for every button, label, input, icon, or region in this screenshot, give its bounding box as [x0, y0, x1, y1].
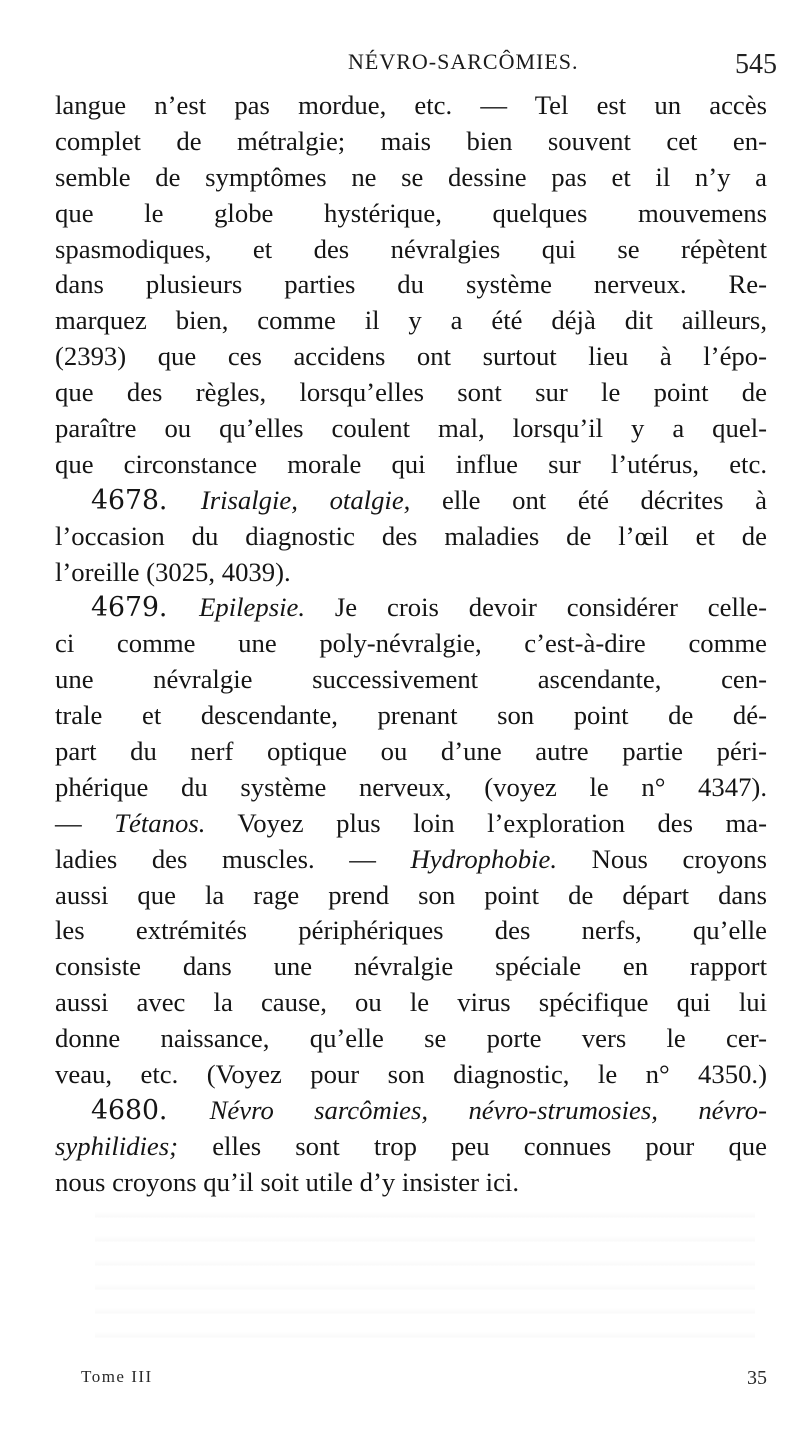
text-line	[55, 555, 767, 591]
text-fragment: trale et descendante, prenant son point de dé-	[55, 700, 767, 731]
text-fragment: elles sont trop peu connues pour que	[178, 1130, 767, 1161]
text-line	[55, 1057, 767, 1093]
paragraph-number: 4680.	[91, 1094, 210, 1126]
text-line	[55, 267, 767, 303]
text-line	[55, 447, 767, 483]
text-fragment: ci comme une poly-névralgie, c’est-à-dire comme	[55, 628, 767, 659]
text-line	[55, 734, 767, 770]
paragraph-number: 4678.	[91, 484, 201, 516]
text-fragment: dans plusieurs parties du système nerveux. Re-	[55, 269, 767, 300]
text-fragment: marquez bien, comme il y a été déjà dit ailleurs,	[55, 305, 767, 336]
text-line	[55, 88, 767, 124]
text-fragment: donne naissance, qu’elle se porte vers le cer-	[55, 1023, 767, 1054]
paragraph-4679-start	[55, 590, 767, 626]
text-fragment: veau, etc. (Voyez pour son diagnostic, le n° 4350.)	[55, 1059, 767, 1090]
text-line	[55, 411, 767, 447]
text-fragment: langue n’est pas mordue, etc. — Tel est un accès	[55, 90, 767, 120]
text-fragment: une névralgie successivement ascendante, cen-	[55, 664, 767, 695]
italic-topic: Hydrophobie.	[410, 843, 557, 874]
italic-topic: syphilidies;	[55, 1130, 179, 1161]
volume-signature: Tome III	[81, 1367, 153, 1386]
text-line	[55, 1129, 767, 1165]
text-fragment: l’oreille (3025, 4039).	[55, 556, 291, 587]
text-fragment: les extrémités périphériques des nerfs, qu’elle	[55, 915, 767, 946]
text-fragment: phérique du système nerveux, (voyez le n° 4347).	[55, 771, 767, 802]
text-fragment: complet de métralgie; mais bien souvent cet en-	[55, 125, 767, 156]
text-line	[55, 949, 767, 985]
text-line	[55, 124, 767, 160]
text-line	[55, 303, 767, 339]
text-line	[55, 662, 767, 698]
text-line	[55, 913, 767, 949]
italic-topic: névro-	[698, 1094, 767, 1125]
italic-topic: Irisalgie, otalgie,	[200, 484, 411, 515]
page-number: 545	[735, 49, 777, 80]
text-fragment: paraître ou qu’elles coulent mal, lorsqu’il y a quel-	[55, 413, 767, 444]
text-fragment: elle ont été décrites à	[410, 484, 767, 515]
text-fragment: —	[55, 807, 115, 838]
text-line	[55, 519, 767, 555]
text-fragment: part du nerf optique ou d’une autre partie péri-	[55, 736, 767, 767]
text-line	[55, 626, 767, 662]
text-line	[55, 1165, 767, 1201]
text-line	[55, 842, 767, 878]
text-fragment: aussi que la rage prend son point de départ dans	[55, 879, 767, 910]
text-fragment: l’occasion du diagnostic des maladies de l’œil et de	[55, 520, 767, 551]
italic-topic: Epilepsie.	[199, 592, 306, 623]
text-line	[55, 160, 767, 196]
text-fragment: spasmodiques, et des névralgies qui se répètent	[55, 233, 767, 264]
text-fragment: que le globe hystérique, quelques mouvemens	[55, 197, 767, 228]
italic-topic: Tétanos.	[114, 807, 206, 838]
running-title: NÉVRO-SARCÔMIES.	[348, 49, 579, 74]
text-fragment: aussi avec la cause, ou le virus spécifique qui lui	[55, 987, 767, 1018]
text-fragment: semble de symptômes ne se dessine pas et il n’y a	[55, 161, 767, 192]
text-fragment	[658, 1095, 698, 1125]
paragraph-4680-start	[55, 1093, 767, 1129]
signature-line	[55, 1367, 767, 1399]
text-fragment: que des règles, lorsqu’elles sont sur le point de	[55, 377, 767, 408]
text-line	[55, 375, 767, 411]
text-fragment: Voyez plus loin l’exploration des ma-	[205, 807, 768, 838]
text-line	[55, 1021, 767, 1057]
text-line	[55, 339, 767, 375]
text-fragment: ladies des muscles. —	[55, 843, 411, 874]
text-line	[55, 232, 767, 268]
text-fragment: nous croyons qu’il soit utile d’y insister ici.	[55, 1166, 520, 1197]
text-fragment: (2393) que ces accidens ont surtout lieu à l’épo-	[55, 341, 767, 372]
show-through-texture	[95, 1206, 755, 1356]
paragraph-number: 4679.	[91, 592, 200, 624]
italic-topic: Névro sarcômies, névro-strumosies,	[209, 1094, 658, 1125]
text-fragment: consiste dans une névralgie spéciale en rapport	[55, 951, 767, 982]
text-fragment: que circonstance morale qui influe sur l’utérus, etc.	[55, 448, 767, 479]
running-head	[0, 49, 800, 85]
paragraph-4678-start	[55, 483, 767, 519]
text-line	[55, 196, 767, 232]
text-line	[55, 985, 767, 1021]
text-line	[55, 698, 767, 734]
text-fragment: Je crois devoir considérer celle-	[305, 592, 767, 623]
gathering-number: 35	[747, 1367, 767, 1389]
text-line	[55, 770, 767, 806]
text-line	[55, 878, 767, 914]
body-text	[55, 88, 767, 1201]
text-fragment: Nous croyons	[557, 843, 767, 874]
text-line	[55, 806, 767, 842]
